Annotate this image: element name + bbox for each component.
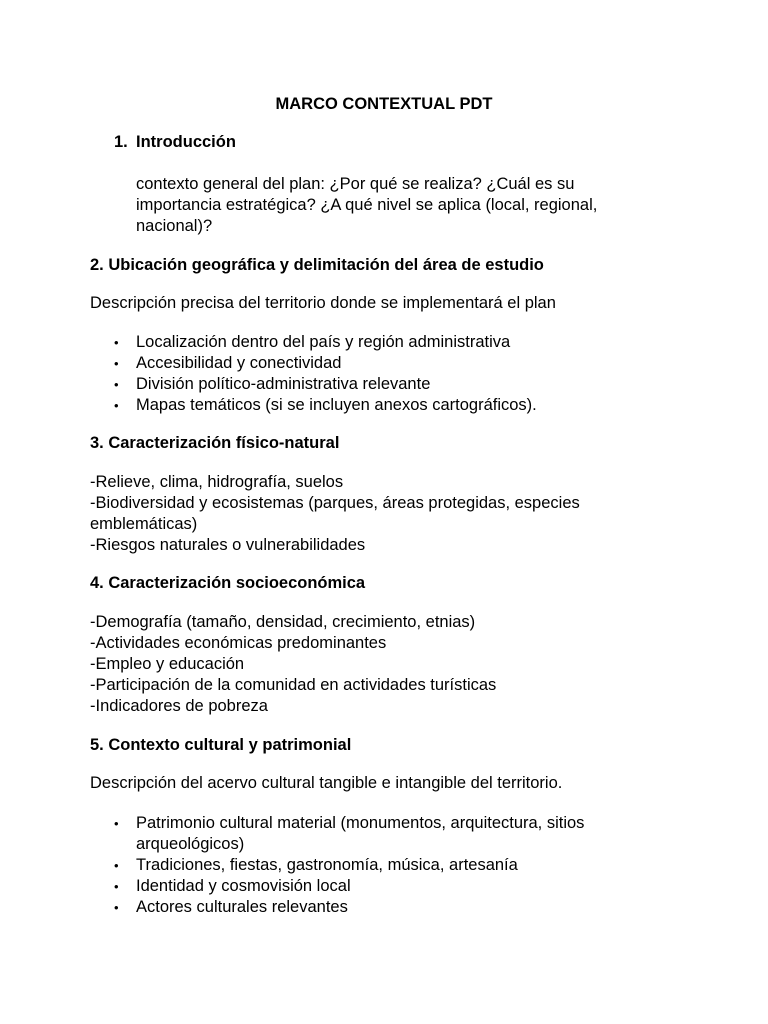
- bullet-icon: •: [114, 816, 119, 831]
- list-item: • Identidad y cosmovisión local: [114, 877, 351, 895]
- section-1-heading: [114, 132, 236, 153]
- text-line: -Biodiversidad y ecosistemas (parques, áreas protegidas, especies: [90, 494, 580, 512]
- list-item: • Actores culturales relevantes: [114, 898, 348, 916]
- bullet-icon: •: [114, 335, 119, 350]
- section-5-intro: Descripción del acervo cultural tangible e intangible del territorio.: [90, 774, 563, 792]
- text-line: -Participación de la comunidad en actividades turísticas: [90, 676, 497, 694]
- section-2-heading: 2. Ubicación geográfica y delimitación del área de estudio: [90, 256, 544, 274]
- list-item: • Localización dentro del país y región administrativa: [114, 333, 511, 351]
- section-3-heading: 3. Caracterización físico-natural: [90, 434, 340, 452]
- section-4-lines: [90, 612, 650, 717]
- list-item: • Mapas temáticos (si se incluyen anexos cartográficos).: [114, 396, 537, 414]
- section-1-heading-text: Introducción: [136, 133, 236, 151]
- document-title: MARCO CONTEXTUAL PDT: [275, 95, 493, 113]
- bullet-icon: •: [114, 356, 119, 371]
- section-2-bullet-list: [114, 332, 634, 416]
- section-2-intro: Descripción precisa del territorio donde se implementará el plan: [90, 294, 556, 312]
- section-1-number: 1.: [114, 133, 128, 151]
- text-line: -Demografía (tamaño, densidad, crecimiento, etnias): [90, 613, 476, 631]
- text-line: -Actividades económicas predominantes: [90, 634, 387, 652]
- bullet-icon: •: [114, 879, 119, 894]
- section-4-heading: 4. Caracterización socioeconómica: [90, 574, 366, 592]
- text-line: -Empleo y educación: [90, 655, 245, 673]
- bullet-icon: •: [114, 900, 119, 915]
- text-line: -Relieve, clima, hidrografía, suelos: [90, 473, 344, 491]
- bullet-icon: •: [114, 398, 119, 413]
- list-item: • Accesibilidad y conectividad: [114, 354, 342, 372]
- bullet-icon: •: [114, 377, 119, 392]
- list-item: • Patrimonio cultural material (monumentos, arquitectura, sitios arqueológicos): [114, 814, 585, 853]
- list-item: • División político-administrativa relevante: [114, 375, 431, 393]
- section-3-lines: [90, 472, 650, 556]
- section-1-body: contexto general del plan: ¿Por qué se realiza? ¿Cuál es su importancia estratégica? ¿A qué nivel se aplica (local, regional, nacional)?: [136, 175, 598, 235]
- section-5-bullet-list: [114, 813, 634, 918]
- text-line: -Indicadores de pobreza: [90, 697, 268, 715]
- list-item: • Tradiciones, fiestas, gastronomía, música, artesanía: [114, 856, 518, 874]
- bullet-icon: •: [114, 858, 119, 873]
- text-line: -Riesgos naturales o vulnerabilidades: [90, 536, 366, 554]
- section-5-heading: 5. Contexto cultural y patrimonial: [90, 736, 352, 754]
- text-line: emblemáticas): [90, 515, 198, 533]
